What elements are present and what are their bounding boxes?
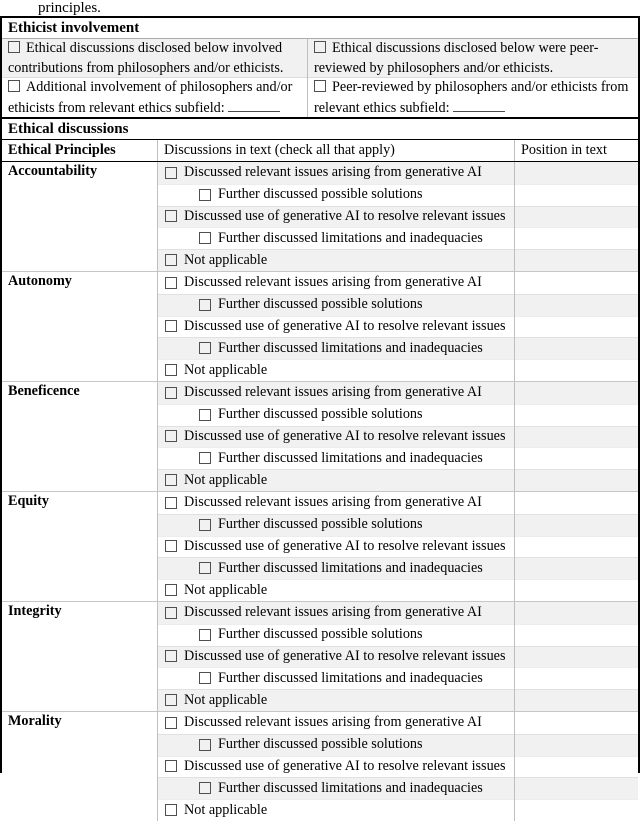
option-row [158, 359, 638, 381]
paragraph-tail: principles. [38, 0, 101, 16]
principle-group [2, 491, 638, 601]
principle-rows [158, 712, 638, 821]
principle-label: Accountability [2, 162, 158, 271]
checkbox-icon[interactable] [199, 299, 211, 311]
checkbox-icon[interactable] [199, 672, 211, 684]
option-label: Further discussed possible solutions [218, 406, 423, 423]
option-row [158, 272, 638, 294]
position-cell [515, 712, 638, 734]
checkbox-icon[interactable] [199, 739, 211, 751]
checkbox-icon[interactable] [165, 804, 177, 816]
blank-line[interactable] [453, 98, 505, 112]
column-header-principles: Ethical Principles [2, 140, 158, 161]
position-cell [515, 602, 638, 624]
position-cell [515, 337, 638, 359]
option-label: Further discussed limitations and inadequacies [218, 229, 483, 246]
checkbox-icon[interactable] [165, 607, 177, 619]
discussion-option-cell [158, 447, 515, 469]
option-row [158, 184, 638, 206]
checkbox-icon[interactable] [314, 41, 326, 53]
option-row [158, 712, 638, 734]
position-cell [515, 624, 638, 646]
position-cell [515, 734, 638, 756]
checkbox-icon[interactable] [165, 760, 177, 772]
checkbox-icon[interactable] [199, 782, 211, 794]
column-header-row [2, 140, 638, 162]
checkbox-icon[interactable] [199, 452, 211, 464]
ethicist-involvement-section [2, 18, 638, 117]
blank-line[interactable] [228, 98, 280, 112]
position-cell [515, 492, 638, 514]
principle-rows [158, 162, 638, 271]
discussion-option-cell [158, 316, 515, 338]
option-label: Further discussed limitations and inadequacies [218, 449, 483, 466]
option-row [158, 469, 638, 491]
option-label: Discussed use of generative AI to resolve relevant issues [184, 427, 506, 444]
option-label: Discussed use of generative AI to resolve relevant issues [184, 647, 506, 664]
principle-label: Beneficence [2, 382, 158, 491]
discussion-option-cell [158, 579, 515, 601]
discussion-option-cell [158, 404, 515, 426]
discussion-option-cell [158, 667, 515, 689]
option-row [158, 447, 638, 469]
option-label: Further discussed limitations and inadequacies [218, 339, 483, 356]
principles-body [2, 162, 638, 821]
option-label: Discussed relevant issues arising from generative AI [184, 714, 482, 731]
option-label: Not applicable [184, 581, 268, 598]
checkbox-icon[interactable] [199, 409, 211, 421]
checkbox-icon[interactable] [165, 387, 177, 399]
option-row [158, 624, 638, 646]
option-label: Ethical discussions disclosed below were peer-reviewed by philosophers and/or ethicists. [314, 40, 599, 76]
position-cell [515, 689, 638, 711]
option-label: Additional involvement of philosophers and/or ethicists from relevant ethics subfield: [8, 79, 293, 116]
discussion-option-cell [158, 249, 515, 271]
discussion-option-cell [158, 646, 515, 668]
discussion-option-cell [158, 799, 515, 821]
option-label: Discussed relevant issues arising from generative AI [184, 164, 482, 181]
involvement-option-cell [2, 39, 308, 78]
ethical-discussions-section [2, 117, 638, 821]
position-cell [515, 536, 638, 558]
checkbox-icon[interactable] [165, 474, 177, 486]
discussion-option-cell [158, 492, 515, 514]
checkbox-icon[interactable] [165, 584, 177, 596]
option-row [158, 514, 638, 536]
discussion-option-cell [158, 359, 515, 381]
position-cell [515, 579, 638, 601]
checkbox-icon[interactable] [199, 189, 211, 201]
checkbox-icon[interactable] [165, 717, 177, 729]
option-row [158, 382, 638, 404]
discussion-option-cell [158, 557, 515, 579]
option-row [158, 426, 638, 448]
option-label: Discussed relevant issues arising from generative AI [184, 274, 482, 291]
option-label: Discussed use of generative AI to resolve relevant issues [184, 317, 506, 334]
checkbox-icon[interactable] [199, 519, 211, 531]
principle-group [2, 601, 638, 711]
principle-label: Integrity [2, 602, 158, 711]
checkbox-icon[interactable] [199, 629, 211, 641]
option-label: Discussed relevant issues arising from generative AI [184, 494, 482, 511]
position-cell [515, 294, 638, 316]
option-row [158, 206, 638, 228]
checkbox-icon[interactable] [165, 277, 177, 289]
discussion-option-cell [158, 712, 515, 734]
option-label: Further discussed possible solutions [218, 186, 423, 203]
discussion-option-cell [158, 426, 515, 448]
option-row [158, 756, 638, 778]
checkbox-icon[interactable] [199, 562, 211, 574]
position-cell [515, 447, 638, 469]
checkbox-icon[interactable] [314, 80, 326, 92]
option-label: Further discussed limitations and inadequacies [218, 779, 483, 796]
discussion-option-cell [158, 536, 515, 558]
option-label: Discussed use of generative AI to resolve relevant issues [184, 757, 506, 774]
position-cell [515, 667, 638, 689]
discussion-option-cell [158, 624, 515, 646]
position-cell [515, 206, 638, 228]
position-cell [515, 162, 638, 184]
column-header-discussions: Discussions in text (check all that apply) [158, 140, 515, 161]
option-label: Discussed use of generative AI to resolve relevant issues [184, 537, 506, 554]
discussion-option-cell [158, 162, 515, 184]
discussion-option-cell [158, 514, 515, 536]
option-label: Further discussed possible solutions [218, 296, 423, 313]
checkbox-icon[interactable] [165, 650, 177, 662]
checkbox-icon[interactable] [165, 254, 177, 266]
checklist-table [0, 16, 640, 818]
principle-label: Morality [2, 712, 158, 821]
option-row [158, 777, 638, 799]
option-row [158, 227, 638, 249]
principle-rows [158, 382, 638, 491]
principle-label: Autonomy [2, 272, 158, 381]
position-cell [515, 227, 638, 249]
position-cell [515, 514, 638, 536]
option-label: Further discussed possible solutions [218, 626, 423, 643]
option-row [158, 536, 638, 558]
option-row [158, 689, 638, 711]
checkbox-icon[interactable] [165, 364, 177, 376]
discussion-option-cell [158, 294, 515, 316]
option-label: Further discussed possible solutions [218, 516, 423, 533]
position-cell [515, 557, 638, 579]
discussion-option-cell [158, 272, 515, 294]
principle-rows [158, 272, 638, 381]
checkbox-icon[interactable] [165, 540, 177, 552]
involvement-option-cell [2, 78, 308, 117]
checkbox-icon[interactable] [165, 210, 177, 222]
option-label: Further discussed limitations and inadequacies [218, 669, 483, 686]
principle-group [2, 381, 638, 491]
column-header-position: Position in text [521, 142, 607, 158]
position-cell [515, 756, 638, 778]
position-cell [515, 799, 638, 821]
principle-group [2, 162, 638, 271]
option-label: Not applicable [184, 801, 268, 818]
option-label: Not applicable [184, 471, 268, 488]
checkbox-icon[interactable] [165, 497, 177, 509]
position-cell [515, 777, 638, 799]
option-row [158, 404, 638, 426]
checkbox-icon[interactable] [8, 80, 20, 92]
discussion-option-cell [158, 337, 515, 359]
principle-rows [158, 602, 638, 711]
discussion-option-cell [158, 602, 515, 624]
checkbox-icon[interactable] [199, 232, 211, 244]
option-label: Peer-reviewed by philosophers and/or ethicists from relevant ethics subfield: [314, 79, 629, 116]
option-row [158, 249, 638, 271]
option-label: Not applicable [184, 251, 268, 268]
position-cell [515, 272, 638, 294]
discussion-option-cell [158, 469, 515, 491]
position-cell [515, 359, 638, 381]
option-row [158, 557, 638, 579]
option-label: Not applicable [184, 361, 268, 378]
option-row [158, 734, 638, 756]
discussion-option-cell [158, 777, 515, 799]
checkbox-icon[interactable] [165, 694, 177, 706]
option-row [158, 316, 638, 338]
discussion-option-cell [158, 206, 515, 228]
option-row [158, 579, 638, 601]
checkbox-icon[interactable] [199, 342, 211, 354]
discussion-option-cell [158, 689, 515, 711]
option-label: Discussed relevant issues arising from generative AI [184, 604, 482, 621]
option-row [158, 646, 638, 668]
option-label: Further discussed possible solutions [218, 736, 423, 753]
principle-rows [158, 492, 638, 601]
position-cell [515, 382, 638, 404]
option-label: Discussed use of generative AI to resolve relevant issues [184, 207, 506, 224]
discussion-option-cell [158, 227, 515, 249]
position-cell [515, 249, 638, 271]
discussion-option-cell [158, 734, 515, 756]
position-cell [515, 646, 638, 668]
option-row [158, 337, 638, 359]
option-label: Not applicable [184, 691, 268, 708]
discussion-option-cell [158, 184, 515, 206]
option-label: Further discussed limitations and inadequacies [218, 559, 483, 576]
option-row [158, 667, 638, 689]
checkbox-icon[interactable] [165, 167, 177, 179]
option-label: Ethical discussions disclosed below involved contributions from philosophers and/or ethicists. [8, 40, 284, 76]
discussion-option-cell [158, 756, 515, 778]
checkbox-icon[interactable] [165, 430, 177, 442]
section-title-ethical-discussions: Ethical discussions [2, 119, 638, 140]
option-label: Discussed relevant issues arising from generative AI [184, 384, 482, 401]
section-title-ethicist-involvement: Ethicist involvement [2, 18, 638, 39]
position-cell [515, 316, 638, 338]
option-row [158, 602, 638, 624]
position-cell [515, 426, 638, 448]
ethicist-involvement-grid [2, 39, 638, 117]
involvement-option-cell [308, 78, 638, 117]
principle-group [2, 711, 638, 821]
principle-label: Equity [2, 492, 158, 601]
option-row [158, 162, 638, 184]
option-row [158, 799, 638, 821]
position-cell [515, 184, 638, 206]
discussion-option-cell [158, 382, 515, 404]
option-row [158, 492, 638, 514]
principle-group [2, 271, 638, 381]
checkbox-icon[interactable] [8, 41, 20, 53]
checkbox-icon[interactable] [165, 320, 177, 332]
position-cell [515, 404, 638, 426]
option-row [158, 294, 638, 316]
position-cell [515, 469, 638, 491]
involvement-option-cell [308, 39, 638, 78]
